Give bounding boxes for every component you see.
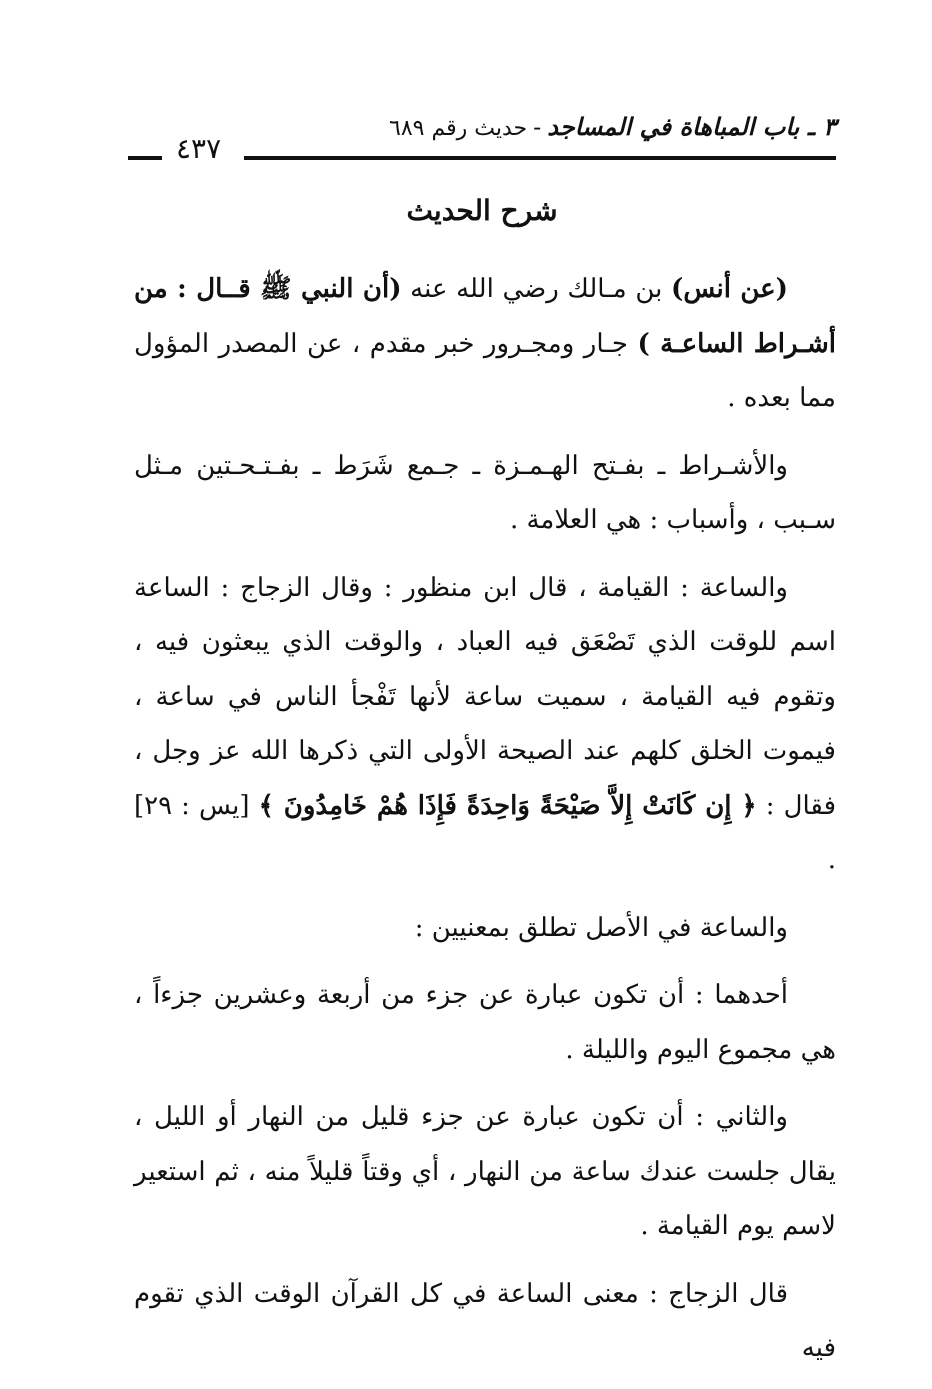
hadith-quote-text: (أن النبي ﷺ قــال : من أشـراط الساعـة ) xyxy=(134,274,837,359)
chapter-name: ٣ ـ باب المباهاة في المساجد xyxy=(547,112,836,141)
hadith-quote-narrator: (عن أنس) xyxy=(671,274,788,304)
grammar-note: جـار ومجـرور خبر مقدم ، عن المصدر المؤول مما بعده . xyxy=(134,328,836,413)
paragraph-4: والساعة في الأصل تطلق بمعنيين : xyxy=(414,912,788,943)
paragraph-2: والأشـراط ـ بفـتح الهـمـزة ـ جـمع شَرَط ـ بفـتـحـتين مـثل سـبب ، وأسباب : هي العلامة . xyxy=(134,450,836,535)
narrator-text: بن مـالك رضي الله عنه xyxy=(401,274,672,304)
chapter-title xyxy=(389,112,836,141)
section-title: شرح الحديث xyxy=(406,194,558,227)
header-rule-long xyxy=(244,156,836,160)
header-rule-short xyxy=(128,156,162,160)
paragraph-5: أحدهما : أن تكون عبارة عن جزء من أربعة وعشرين جزءاً ، هي مجموع اليوم والليلة . xyxy=(134,980,836,1065)
paragraph-6: والثاني : أن تكون عبارة عن جزء قليل من النهار أو الليل ، يقال جلست عندك ساعة من النهار ، أي وقتاً قليلاً منه ، ثم استعير لاسم يوم القيامة . xyxy=(134,1102,836,1241)
quran-verse: ﴿ إِن كَانَتْ إِلاَّ صَيْحَةً وَاحِدَةً فَإِذَا هُمْ خَامِدُونَ ﴾ xyxy=(258,790,757,821)
hadith-number: حديث رقم ٦٨٩ xyxy=(389,116,528,141)
verse-reference: [يس : ٢٩] . xyxy=(134,790,836,875)
paragraph-1 xyxy=(134,262,836,426)
paragraph-7: قال الزجاج : معنى الساعة في كل القرآن الوقت الذي تقوم فيه xyxy=(134,1278,836,1363)
page-number: ٤٣٧ xyxy=(176,132,222,165)
header-separator: - xyxy=(533,113,542,141)
body-text xyxy=(134,262,836,1389)
paragraph-3 xyxy=(134,561,836,888)
running-header xyxy=(128,112,836,168)
paragraph-3-text: والساعة : القيامة ، قال ابن منظور : وقال الزجاج : الساعة اسم للوقت الذي تَصْعَق فيه العباد ، والوقت الذي يبعثون فيه ، وتقوم فيه القيامة ، سميت ساعة لأنها تَفْجأ الناس في ساعة ، فيموت الخلق كلهم عند الصيحة الأولى التي ذكرها الله عز وجل ، فقال : xyxy=(134,572,836,821)
